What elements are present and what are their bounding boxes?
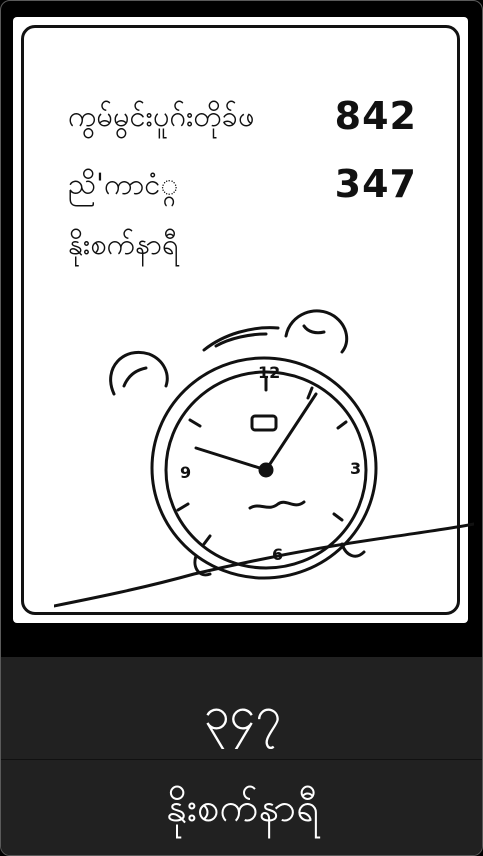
svg-text:6: 6 (272, 545, 284, 564)
row-label: ညိ'ကာငံ္ဂ (68, 167, 179, 201)
card-row (68, 96, 417, 140)
answer-number: ၃၄၇ (203, 686, 282, 740)
row-label: ကွမ်မွင်းပူဂ်းတိုခ်ဖ (68, 99, 255, 133)
row-number: 347 (334, 162, 417, 206)
card-row (68, 224, 417, 268)
answer-panel (1, 657, 483, 759)
svg-text:9: 9 (180, 463, 192, 482)
card-row (68, 164, 417, 208)
svg-text:3: 3 (350, 459, 362, 478)
svg-text:12: 12 (258, 363, 281, 382)
card-border (21, 25, 460, 615)
answer-word-panel[interactable] (1, 759, 483, 856)
answer-word: နိုးစက်နာရီ (166, 785, 319, 831)
row-label: နိုးစက်နာရီ (68, 227, 179, 261)
row-number: 842 (334, 94, 417, 138)
puzzle-card (13, 17, 468, 623)
alarm-clock-icon (54, 298, 474, 628)
